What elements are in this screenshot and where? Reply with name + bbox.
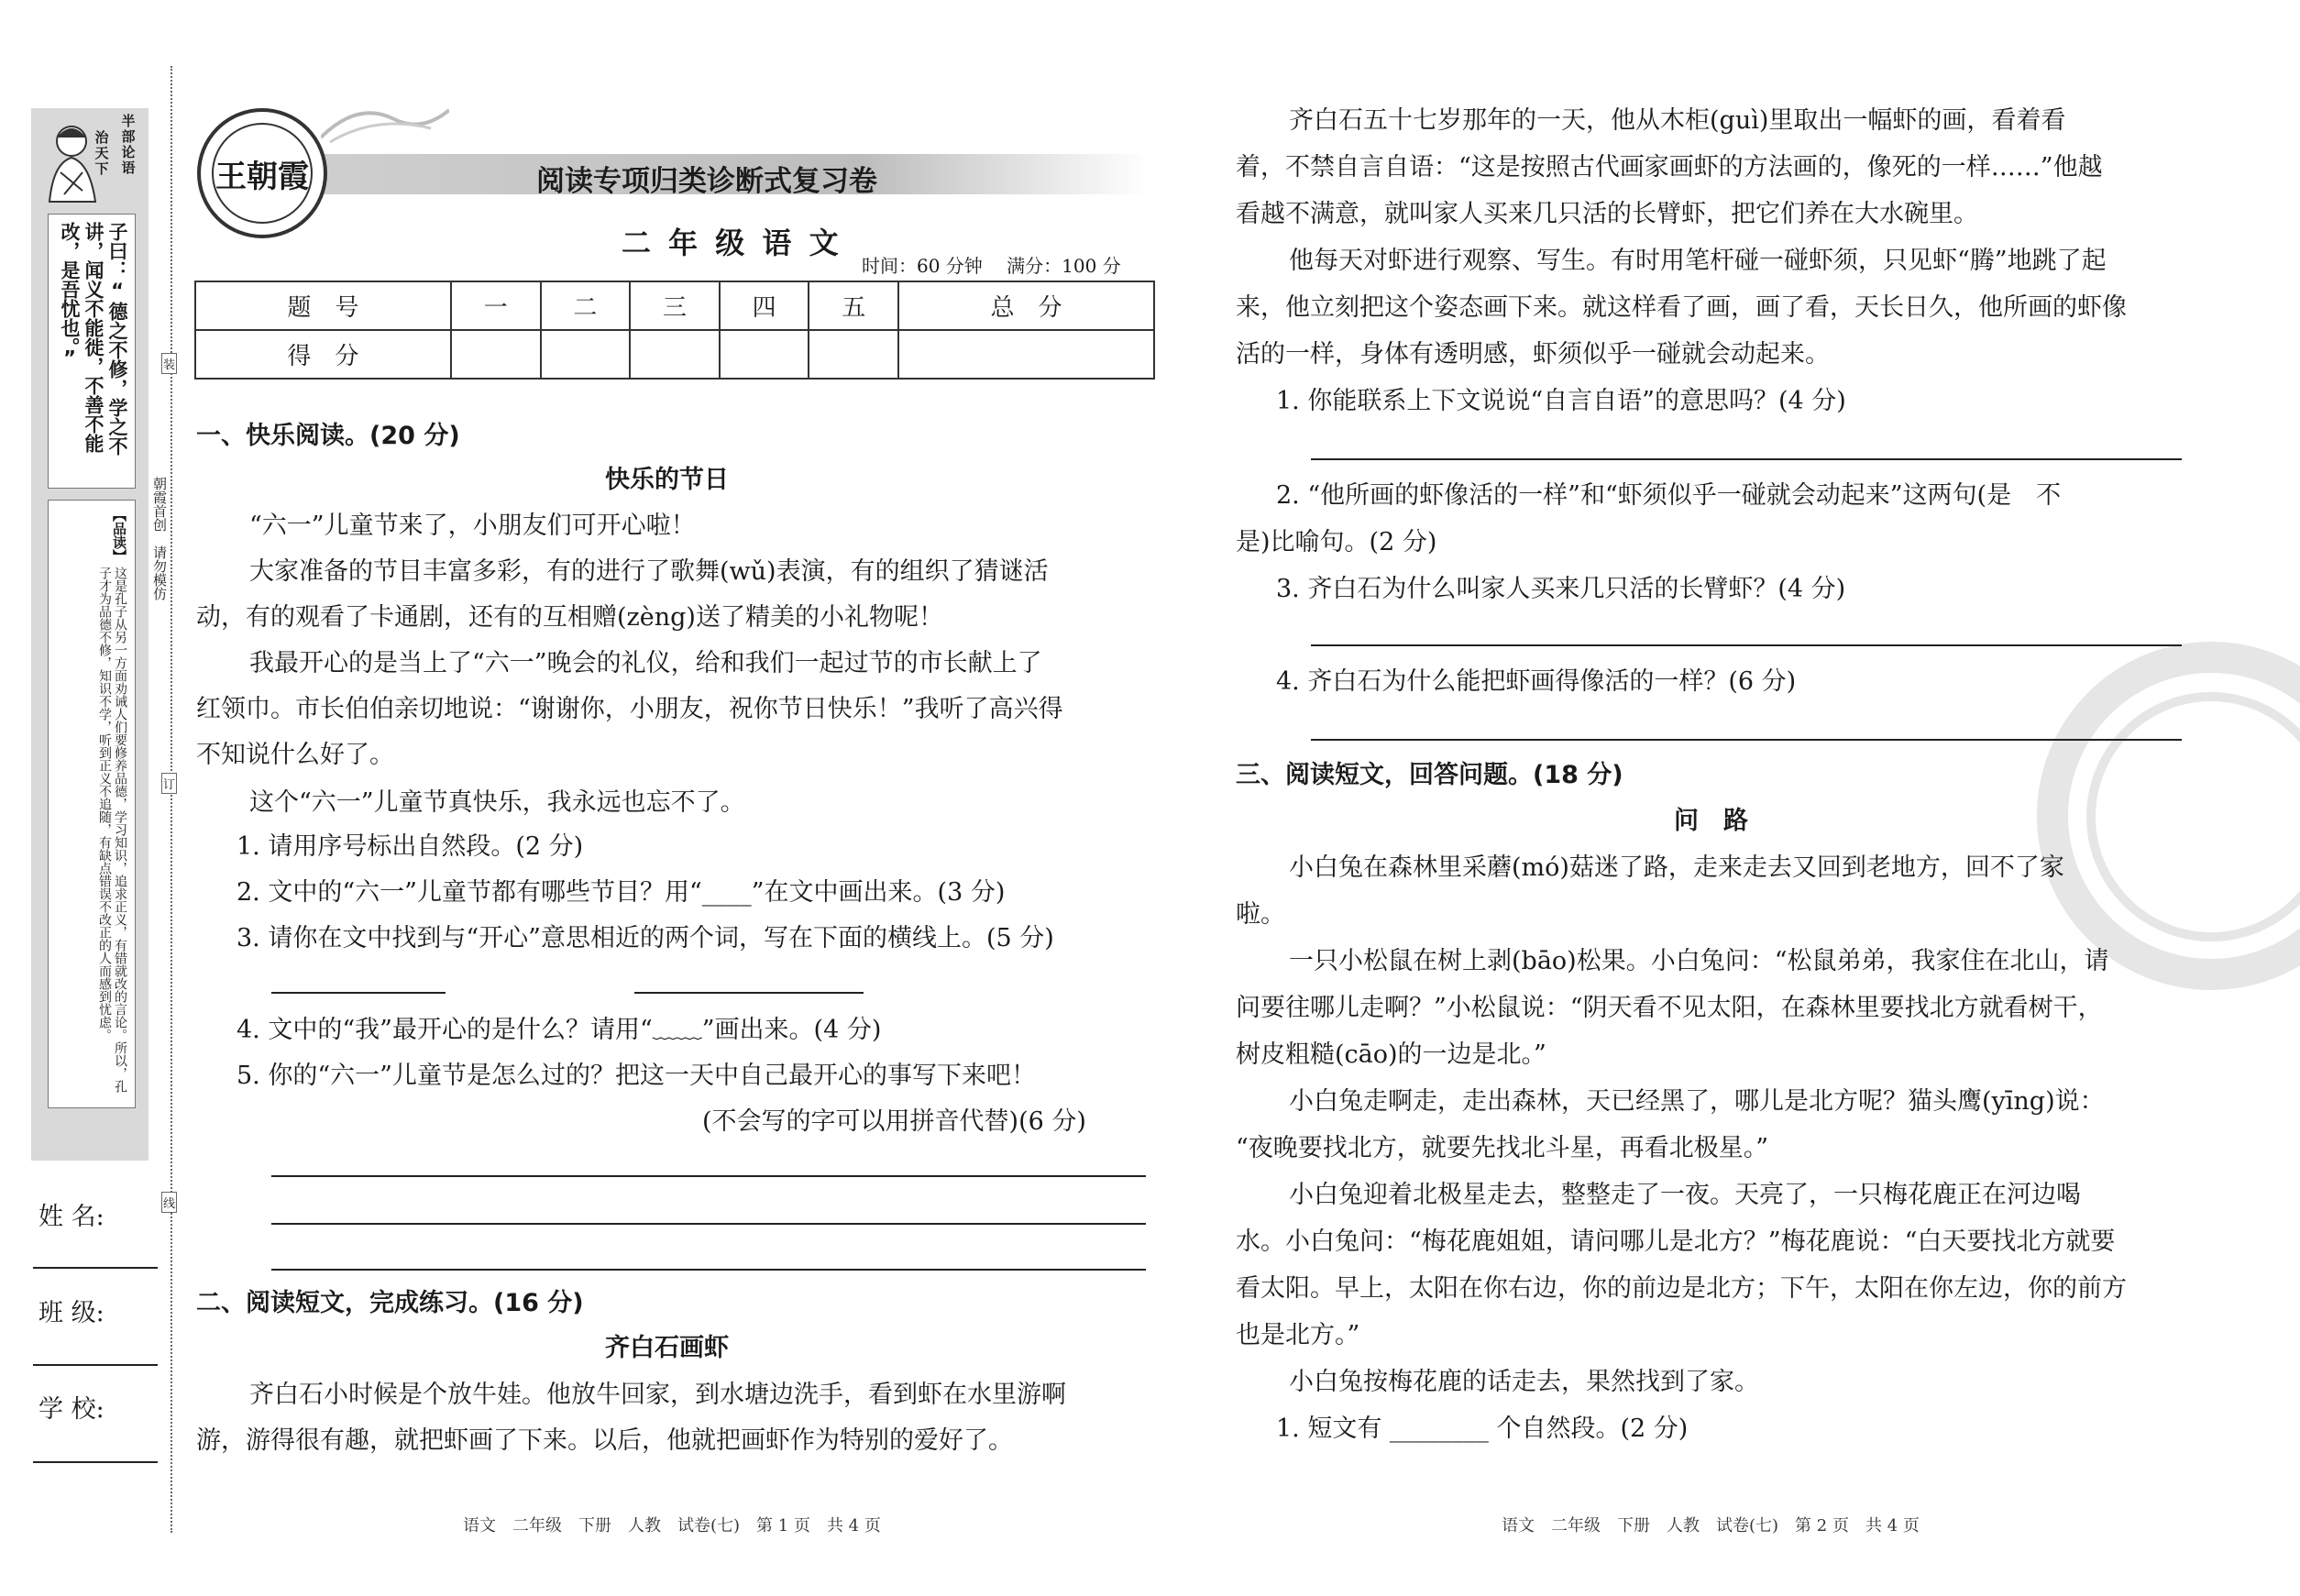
motto-char: 天 [94, 145, 109, 161]
table-row [195, 281, 1154, 330]
section-heading: 一、快乐阅读。(20 分) [196, 422, 460, 450]
passage-title: 齐白石画虾 [605, 1334, 729, 1362]
passage-line: 我最开心的是当上了“六一”晚会的礼仪，给和我们一起过节的市长献上了 [249, 649, 1042, 677]
motto-char: 论 [121, 144, 136, 160]
question: 3. 请你在文中找到与“开心”意思相近的两个词，写在下面的横线上。(5 分) [237, 924, 1054, 952]
banner-title: 阅读专项归类诊断式复习卷 [536, 165, 877, 198]
passage-line: 小白兔在森林里采蘑(mó)菇迷了路，走来走去又回到老地方，回不了家 [1289, 853, 2064, 882]
passage-line: 树皮粗糙(cāo)的一边是北。” [1236, 1040, 1546, 1069]
class-field[interactable] [33, 1364, 158, 1366]
logo-text: 王朝霞 [212, 123, 313, 224]
motto-char: 语 [121, 160, 136, 176]
passage-line: 小白兔迎着北极星走去，整整走了一夜。天亮了，一只梅花鹿正在河边喝 [1289, 1181, 2081, 1209]
score-table [194, 281, 1155, 380]
motto-char: 部 [121, 128, 136, 145]
passage-line: 看越不满意，就叫家人买来几只活的长臂虾，把它们养在大水碗里。 [1236, 200, 1978, 228]
question: 3. 齐白石为什么叫家人买来几只活的长臂虾？(4 分) [1276, 575, 1846, 603]
passage-line: “六一”儿童节来了，小朋友们可开心啦！ [249, 512, 696, 540]
answer-line[interactable] [1311, 644, 2182, 646]
answer-line[interactable] [271, 1269, 1146, 1271]
student-school-label: 学 校: [39, 1395, 105, 1424]
motto-char: 治 [94, 129, 109, 146]
passage-line: 水。小白兔问：“梅花鹿姐姐，请问哪儿是北方？”梅花鹿说：“白天要找北方就要 [1236, 1227, 2116, 1256]
passage-line: 大家准备的节目丰富多彩，有的进行了歌舞(wǔ)表演，有的组织了猜谜活 [249, 557, 1049, 586]
cut-line [171, 66, 172, 1533]
name-field[interactable] [33, 1267, 158, 1269]
cut-mark: 装 [161, 353, 177, 374]
score-input[interactable] [630, 330, 720, 379]
student-name-label: 姓 名: [39, 1203, 105, 1231]
pinpin-label: 【品读】 [111, 508, 127, 563]
motto-char: 下 [94, 160, 109, 177]
page-footer: 语文 二年级 下册 人教 试卷(七) 第 2 页 共 4 页 [1502, 1516, 1920, 1535]
question: 2. 文中的“六一”儿童节都有哪些节目？用“____”在文中画出来。(3 分) [237, 878, 1006, 907]
passage-line: 小白兔按梅花鹿的话走去，果然找到了家。 [1289, 1368, 1759, 1396]
passage-line: 不知说什么好了。 [196, 741, 394, 769]
question: 1. 请用序号标出自然段。(2 分) [237, 832, 584, 861]
passage-line: 动，有的观看了卡通剧，还有的互相赠(zèng)送了精美的小礼物呢！ [196, 603, 943, 632]
answer-line[interactable] [271, 1175, 1146, 1177]
table-cell: 总 分 [898, 281, 1154, 330]
passage-line: 活的一样，身体有透明感，虾须似乎一碰就会动起来。 [1236, 340, 1830, 369]
answer-line[interactable] [271, 992, 446, 994]
brand-logo [197, 108, 327, 238]
pinpin-box [48, 500, 136, 1108]
passage-line: 问要往哪儿走啊？”小松鼠说：“阴天看不见太阳，在森林里要找北方就看树干， [1236, 994, 2103, 1022]
quote-box [48, 214, 136, 489]
motto-panel-2 [92, 130, 112, 177]
subject-title: 二 年 级 语 文 [622, 226, 842, 260]
passage-title: 快乐的节日 [605, 466, 729, 494]
cut-mark: 线 [161, 1192, 177, 1213]
table-cell: 三 [630, 281, 720, 330]
score-input[interactable] [451, 330, 541, 379]
question: 2. “他所画的虾像活的一样”和“虾须似乎一碰就会动起来”这两句(是 不 [1276, 481, 2062, 510]
confucius-quote: 子曰：“德之不修，学之不讲，闻义不能徙，不善不能改，是吾忧也。” [59, 222, 128, 456]
answer-line[interactable] [1311, 739, 2182, 741]
score-input[interactable] [898, 330, 1154, 379]
question: 1. 短文有 ________ 个自然段。(2 分) [1276, 1414, 1689, 1443]
passage-line: 一只小松鼠在树上剥(bāo)松果。小白兔问：“松鼠弟弟，我家住在北山，请 [1289, 947, 2109, 975]
question: 5. 你的“六一”儿童节是怎么过的？把这一天中自己最开心的事写下来吧！ [237, 1062, 1036, 1090]
question: 是)比喻句。(2 分) [1236, 528, 1437, 556]
passage-line: 看太阳。早上，太阳在你右边，你的前边是北方；下午，太阳在你左边，你的前方 [1236, 1274, 2127, 1303]
table-cell: 二 [541, 281, 631, 330]
passage-title: 问 路 [1674, 807, 1748, 835]
answer-line[interactable] [1311, 458, 2182, 460]
table-cell: 一 [451, 281, 541, 330]
passage-line: 游，游得很有趣，就把虾画了下来。以后，他就把画虾作为特别的爱好了。 [196, 1426, 1013, 1455]
passage-line: 小白兔走啊走，走出森林，天已经黑了，哪儿是北方呢？猫头鹰(yīng)说： [1289, 1087, 2105, 1116]
table-cell: 四 [720, 281, 809, 330]
motto-panel [112, 114, 145, 205]
copyright-note: 朝霞首创 请勿模仿 [151, 477, 168, 600]
school-field[interactable] [33, 1461, 158, 1463]
student-class-label: 班 级: [39, 1299, 105, 1327]
page-footer: 语文 二年级 下册 人教 试卷(七) 第 1 页 共 4 页 [463, 1516, 881, 1535]
table-cell: 五 [809, 281, 898, 330]
section-heading: 二、阅读短文，完成练习。(16 分) [196, 1289, 584, 1317]
passage-line: 红领巾。市长伯伯亲切地说：“谢谢你，小朋友，祝你节日快乐！”我听了高兴得 [196, 695, 1063, 723]
passage-line: 齐白石五十七岁那年的一天，他从木柜(guì)里取出一幅虾的画，看着看 [1289, 106, 2066, 135]
time-info: 时间：60 分钟 满分：100 分 [862, 255, 1121, 277]
passage-line: 齐白石小时候是个放牛娃。他放牛回家，到水塘边洗手，看到虾在水里游啊 [249, 1381, 1066, 1409]
question: 4. 文中的“我”最开心的是什么？请用“﹏﹏”画出来。(4 分) [237, 1016, 882, 1044]
table-row [195, 330, 1154, 379]
passage-line: 啦。 [1236, 900, 1285, 929]
passage-line: 他每天对虾进行观察、写生。有时用笔杆碰一碰虾须，只见虾“腾”地跳了起 [1289, 247, 2107, 275]
passage-line: 也是北方。” [1236, 1321, 1360, 1349]
passage-line: 着，不禁自言自语：“这是按照古代画家画虾的方法画的，像死的一样……”他越 [1236, 153, 2103, 182]
passage-line: “夜晚要找北方，就要先找北斗星，再看北极星。” [1236, 1134, 1769, 1162]
score-input[interactable] [720, 330, 809, 379]
question-note: (不会写的字可以用拼音代替)(6 分) [702, 1107, 1086, 1136]
ribbon-decoration [321, 101, 449, 147]
section-heading: 三、阅读短文，回答问题。(18 分) [1236, 761, 1623, 789]
pinpin-text: 这是孔子从另一方面劝诫人们要修养品德，学习知识，追求正义，有错就改的言论。所以，孔子才为品德不修，知识不学，听到正义不追随，有缺点错误不改正的人而感到忧虑。 [97, 567, 127, 1093]
cut-mark: 订 [161, 773, 177, 794]
question: 4. 齐白石为什么能把虾画得像活的一样？(6 分) [1276, 667, 1797, 696]
passage-line: 来，他立刻把这个姿态画下来。就这样看了画，画了看，天长日久，他所画的虾像 [1236, 293, 2127, 322]
score-input[interactable] [809, 330, 898, 379]
answer-line[interactable] [271, 1223, 1146, 1225]
table-cell: 题 号 [195, 281, 451, 330]
score-input[interactable] [541, 330, 631, 379]
passage-line: 这个“六一”儿童节真快乐，我永远也忘不了。 [249, 788, 745, 817]
motto-char: 半 [121, 113, 136, 129]
question: 1. 你能联系上下文说说“自言自语”的意思吗？(4 分) [1276, 387, 1846, 415]
answer-line[interactable] [634, 992, 864, 994]
table-cell: 得 分 [195, 330, 451, 379]
